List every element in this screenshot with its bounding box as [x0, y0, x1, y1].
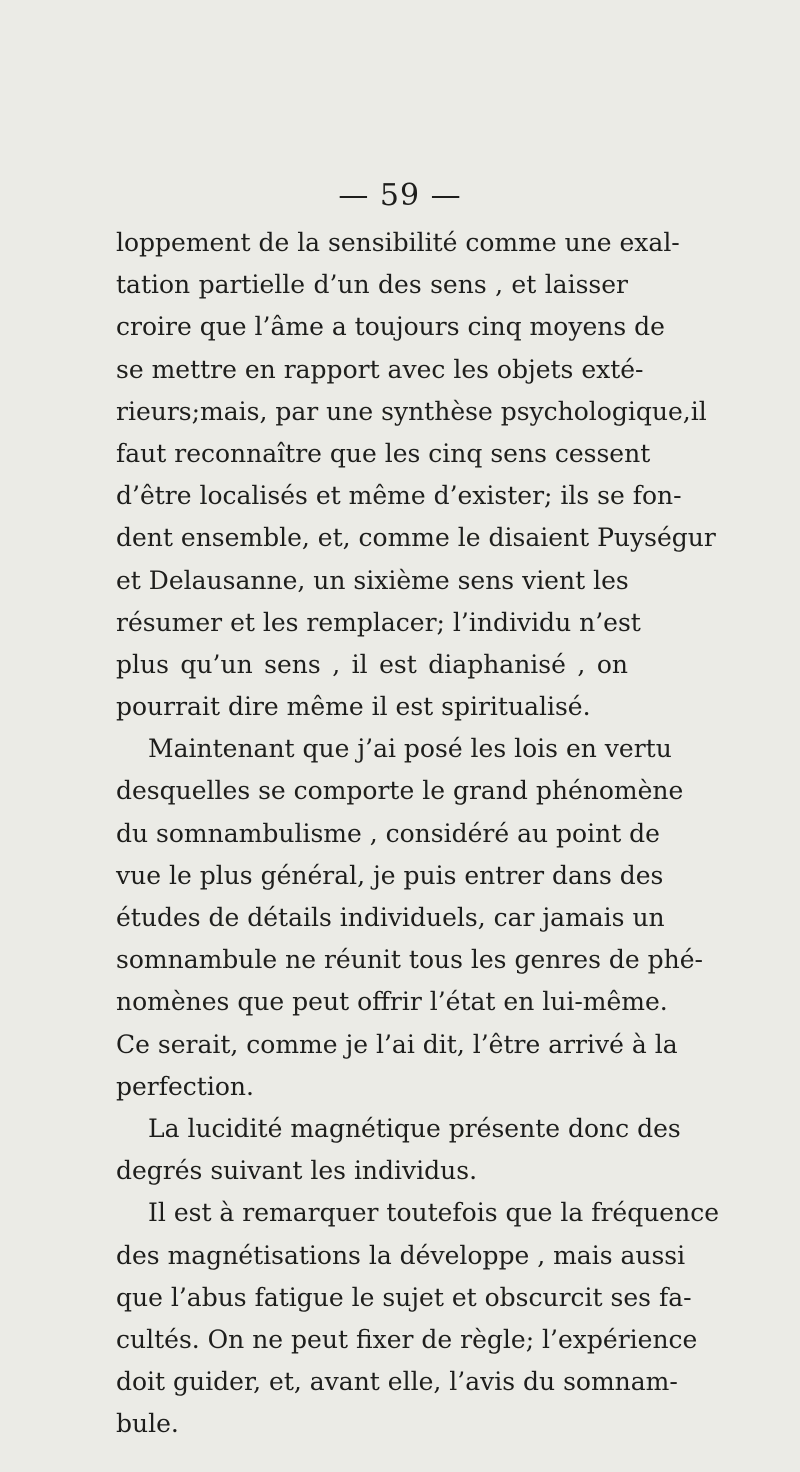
text-line: loppement de la sensibilité comme une exal- — [116, 228, 680, 257]
text-line: faut reconnaître que les cinq sens cessent — [116, 438, 651, 468]
text-line: La lucidité magnétique présente donc des — [148, 1113, 681, 1143]
text-line: croire que l’âme a toujours cinq moyens de — [116, 312, 665, 342]
text-line: bule. — [116, 1409, 179, 1439]
text-line: études de détails individuels, car jamais un — [116, 903, 665, 932]
text-line: et Delausanne, un sixième sens vient les — [116, 565, 629, 595]
text-line: desquelles se comporte le grand phénomène — [116, 776, 684, 806]
text-line: nomènes que peut offrir l’état en lui-même. — [116, 987, 668, 1017]
text-line: Ce serait, comme je l’ai dit, l’être arrivé à la — [116, 1029, 678, 1059]
text-line: résumer et les remplacer; l’individu n’est — [116, 607, 641, 637]
text-line: plus qu’un sens , il est diaphanisé , on — [116, 649, 628, 679]
text-line: rieurs;mais, par une synthèse psychologique,il — [116, 396, 707, 426]
text-line: perfection. — [116, 1071, 254, 1101]
text-line: Maintenant que j’ai posé les lois en vertu — [148, 734, 672, 764]
text-line: doit guider, et, avant elle, l’avis du somnam- — [116, 1367, 678, 1397]
text-line: se mettre en rapport avec les objets exté- — [116, 354, 644, 384]
text-line: dent ensemble, et, comme le disaient Puységur — [116, 523, 716, 553]
text-line: cultés. On ne peut fixer de règle; l’expérience — [116, 1324, 698, 1354]
text-line: des magnétisations la développe , mais aussi — [116, 1240, 686, 1270]
text-line: d’être localisés et même d’exister; ils se fon- — [116, 481, 682, 511]
text-line: vue le plus général, je puis entrer dans des — [116, 860, 664, 890]
text-line: du somnambulisme , considéré au point de — [116, 818, 660, 848]
text-line: tation partielle d’un des sens , et laisser — [116, 270, 628, 300]
text-line: pourrait dire même il est spiritualisé. — [116, 692, 591, 722]
text-line: degrés suivant les individus. — [116, 1156, 478, 1186]
text-line: somnambule ne réunit tous les genres de phé- — [116, 945, 703, 975]
page-number: — 59 — — [338, 178, 462, 213]
text-line: que l’abus fatigue le sujet et obscurcit ses fa- — [116, 1282, 692, 1312]
body-text — [116, 222, 719, 1445]
text-line: Il est à remarquer toutefois que la fréquence — [148, 1198, 719, 1228]
